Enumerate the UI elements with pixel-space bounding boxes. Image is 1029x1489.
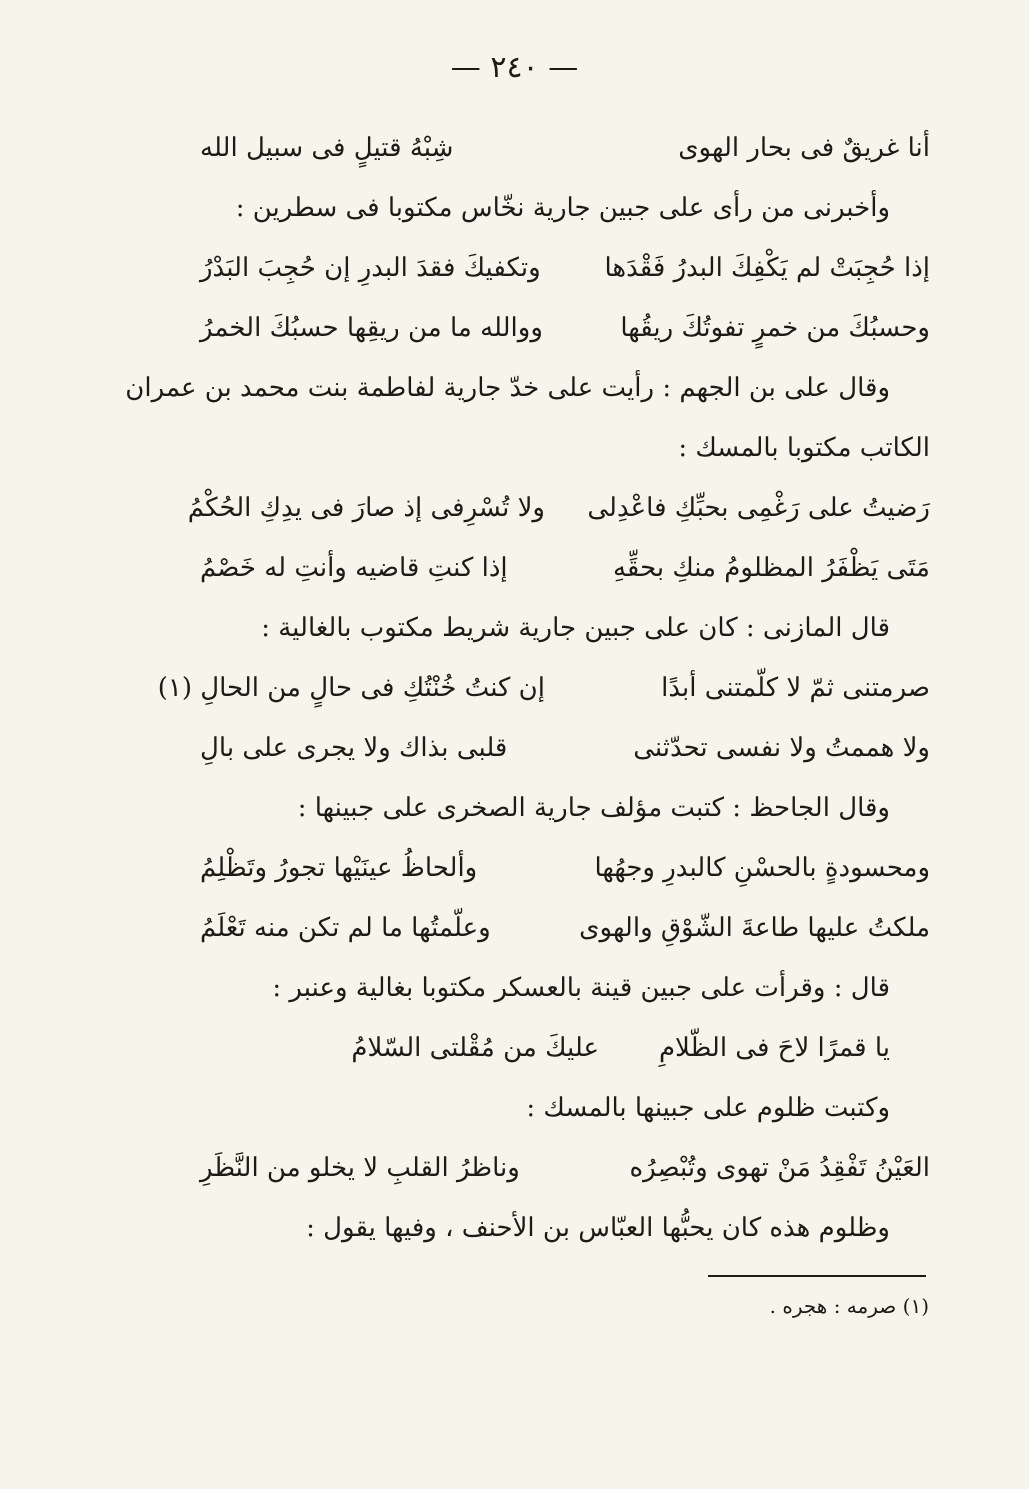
second-hemistich: ولا تُسْرِفى إذ صارَ فى يدِكِ الحُكْمُ <box>187 493 545 523</box>
first-hemistich: إذا حُجِبَتْ لم يَكْفِكَ البدرُ فَقْدَها <box>604 253 930 283</box>
first-hemistich: يا قمرًا لاحَ فى الظّلامِ <box>658 1033 890 1063</box>
verse-line <box>200 898 930 958</box>
first-hemistich: العَيْنُ تَفْقِدُ مَنْ تهوى وتُبْصِرُه <box>629 1153 930 1183</box>
verse-line <box>200 1018 930 1078</box>
prose-line: وظلوم هذه كان يحبُّها العبّاس بن الأحنف ، وفيها يقول : <box>306 1213 890 1243</box>
verse-line <box>187 478 930 538</box>
verse-line <box>200 118 930 178</box>
first-hemistich: صرمتنى ثمّ لا كلّمتنى أبدًا <box>661 673 930 703</box>
first-hemistich: مَتَى يَظْفَرُ المظلومُ منكِ بحقِّهِ <box>612 553 930 583</box>
prose-line: قال المازنى : كان على جبين جارية شريط مكتوب بالغالية : <box>261 613 890 643</box>
footnote-divider <box>708 1275 926 1277</box>
second-hemistich: عليكَ من مُقْلتى السّلامُ <box>351 1033 599 1063</box>
verse-line <box>200 538 930 598</box>
prose-line: وكتبت ظلوم على جبينها بالمسك : <box>526 1093 890 1123</box>
prose-line: الكاتب مكتوبا بالمسك : <box>678 433 930 463</box>
first-hemistich: ولا هممتُ ولا نفسى تحدّثنى <box>633 733 930 763</box>
verse-line <box>200 718 930 778</box>
prose-line: وقال الجاحظ : كتبت مؤلف جارية الصخرى على جبينها : <box>297 793 890 823</box>
second-hemistich: وناظرُ القلبِ لا يخلو من النَّظَرِ <box>200 1153 520 1183</box>
verse-line <box>157 658 930 718</box>
prose-line: قال : وقرأت على جبين قينة بالعسكر مكتوبا بغالية وعنبر : <box>272 973 890 1003</box>
first-hemistich: ومحسودةٍ بالحسْنِ كالبدرِ وجهُها <box>594 853 930 883</box>
first-hemistich: أنا غريقٌ فى بحار الهوى <box>678 133 930 163</box>
first-hemistich: رَضيتُ على رَغْمِى بحبِّكِ فاعْدِلى <box>587 493 930 523</box>
footnote: (١) صرمه : هجره . <box>769 1294 929 1318</box>
first-hemistich: ملكتُ عليها طاعةَ الشّوْقِ والهوى <box>579 913 930 943</box>
first-hemistich: وحسبُكَ من خمرٍ تفوتُكَ ريقُها <box>620 313 930 343</box>
prose-line: وأخبرنى من رأى على جبين جارية نخّاس مكتوبا فى سطرين : <box>235 193 890 223</box>
second-hemistich: وتكفيكَ فقدَ البدرِ إن حُجِبَ البَدْرُ <box>200 253 541 283</box>
second-hemistich: وألحاظُ عينَيْها تجورُ وتَظْلِمُ <box>200 853 478 883</box>
text-body <box>125 118 930 1258</box>
second-hemistich: ووالله ما من ريقِها حسبُكَ الخمرُ <box>200 313 543 343</box>
second-hemistich: قلبى بذاك ولا يجرى على بالِ <box>200 733 508 763</box>
verse-line <box>200 838 930 898</box>
verse-line <box>200 1138 930 1198</box>
verse-line <box>200 298 930 358</box>
prose-line: وقال على بن الجهم : رأيت على خدّ جارية لفاطمة بنت محمد بن عمران <box>125 373 890 403</box>
second-hemistich: إذا كنتِ قاضيه وأنتِ له خَصْمُ <box>200 553 508 583</box>
verse-line <box>200 238 930 298</box>
second-hemistich: شِبْهُ قتيلٍ فى سبيل الله <box>200 133 454 163</box>
page-number: — ٢٤٠ — <box>450 50 579 85</box>
second-hemistich: وعلّمتُها ما لم تكن منه تَعْلَمُ <box>200 913 491 943</box>
second-hemistich: إن كنتُ خُنْتُكِ فى حالٍ من الحالِ (١) <box>157 673 545 703</box>
